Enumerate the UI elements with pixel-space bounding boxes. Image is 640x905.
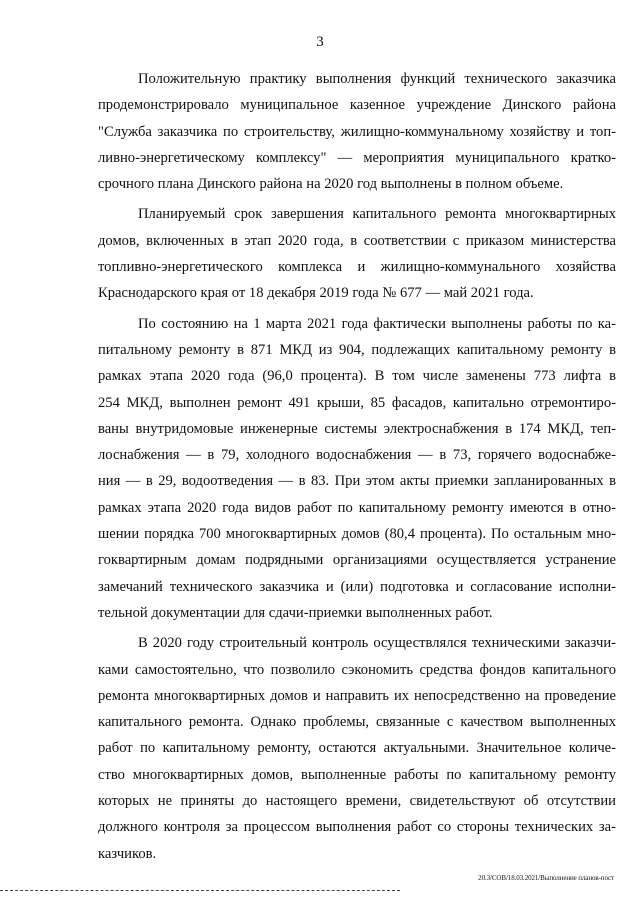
text-line: гоквартирным домам подрядными организациями осуществляется устранение xyxy=(98,552,616,569)
text-line: домов, включенных в этап 2020 года, в соответствии с приказом министерства xyxy=(98,232,616,249)
text-line: "Служба заказчика по строительству, жилищно-коммунальному хозяйству и топ- xyxy=(98,123,616,140)
paragraph xyxy=(98,201,616,306)
text-line: ливно-энергетическому комплексу" — мероприятия муниципального кратко- xyxy=(98,149,616,166)
text-line: которых не приняты до настоящего времени, свидетельствуют об отсутствии xyxy=(98,793,616,810)
page-number: 3 xyxy=(316,34,324,50)
text-line: ками самостоятельно, что позволило сэкономить средства фондов капитального xyxy=(98,661,616,678)
text-line: шении порядка 700 многоквартирных домов (80,4 процента). По остальным мно- xyxy=(98,526,616,543)
text-line: По состоянию на 1 марта 2021 года фактически выполнены работы по ка- xyxy=(138,315,616,332)
text-line: лоснабжения — в 79, холодного водоснабжения — в 73, горячего водоснабже- xyxy=(98,447,616,464)
text-line: ство многоквартирных домов, выполненные работы по капитальному ремонту xyxy=(98,766,616,783)
text-line: капитального ремонта. Однако проблемы, связанные с качеством выполненных xyxy=(98,714,616,731)
text-line: ваны внутридомовые инженерные системы электроснабжения в 174 МКД, теп- xyxy=(98,420,616,437)
text-line: срочного плана Динского района на 2020 год выполнены в полном объеме. xyxy=(98,176,564,193)
text-line: рамках этапа 2020 года (96,0 процента). В том числе заменены 773 лифта в xyxy=(98,368,616,385)
text-line: ния — в 29, водоотведения — в 83. При этом акты приемки запланированных в xyxy=(98,473,616,490)
text-line: работ по капитальному ремонту, остаются актуальными. Значительное количе- xyxy=(98,740,616,757)
footer-divider xyxy=(0,890,400,891)
text-line: топливно-энергетического комплекса и жилищно-коммунального хозяйства xyxy=(98,259,616,276)
text-line: питальному ремонту в 871 МКД из 904, подлежащих капитальному ремонту в xyxy=(98,341,616,358)
text-line: рамках этапа 2020 года видов работ по капитальному ремонту имеются в отно- xyxy=(98,499,616,516)
text-line: продемонстрировало муниципальное казенное учреждение Динского района xyxy=(98,97,616,114)
paragraph xyxy=(98,311,616,627)
text-line: тельной документации для сдачи-приемки выполненных работ. xyxy=(98,604,493,621)
text-line: должного контроля за процессом выполнения работ со стороны технических за- xyxy=(98,819,616,836)
text-line: ремонта многоквартирных домов и направить их непосредственно на проведение xyxy=(98,687,616,704)
text-line: В 2020 году строительный контроль осуществлялся техническими заказчи- xyxy=(138,635,616,652)
text-line: Положительную практику выполнения функций технического заказчика xyxy=(138,71,616,87)
text-line: замечаний технического заказчика и (или) подготовка и согласование исполни- xyxy=(98,578,616,595)
text-line: Планируемый срок завершения капитального ремонта многоквартирных xyxy=(138,206,616,223)
paragraph xyxy=(98,66,616,197)
body-text xyxy=(98,66,616,867)
paragraph xyxy=(98,630,616,867)
text-line: Краснодарского края от 18 декабря 2019 года № 677 — май 2021 года. xyxy=(98,285,534,302)
text-line: 254 МКД, выполнен ремонт 491 крыши, 85 фасадов, капитально отремонтиро- xyxy=(98,394,616,411)
text-line: казчиков. xyxy=(98,845,157,862)
footer-document-reference: 20.3/СОВ/18.03.2021/Выполнение планов-пост xyxy=(478,874,614,882)
